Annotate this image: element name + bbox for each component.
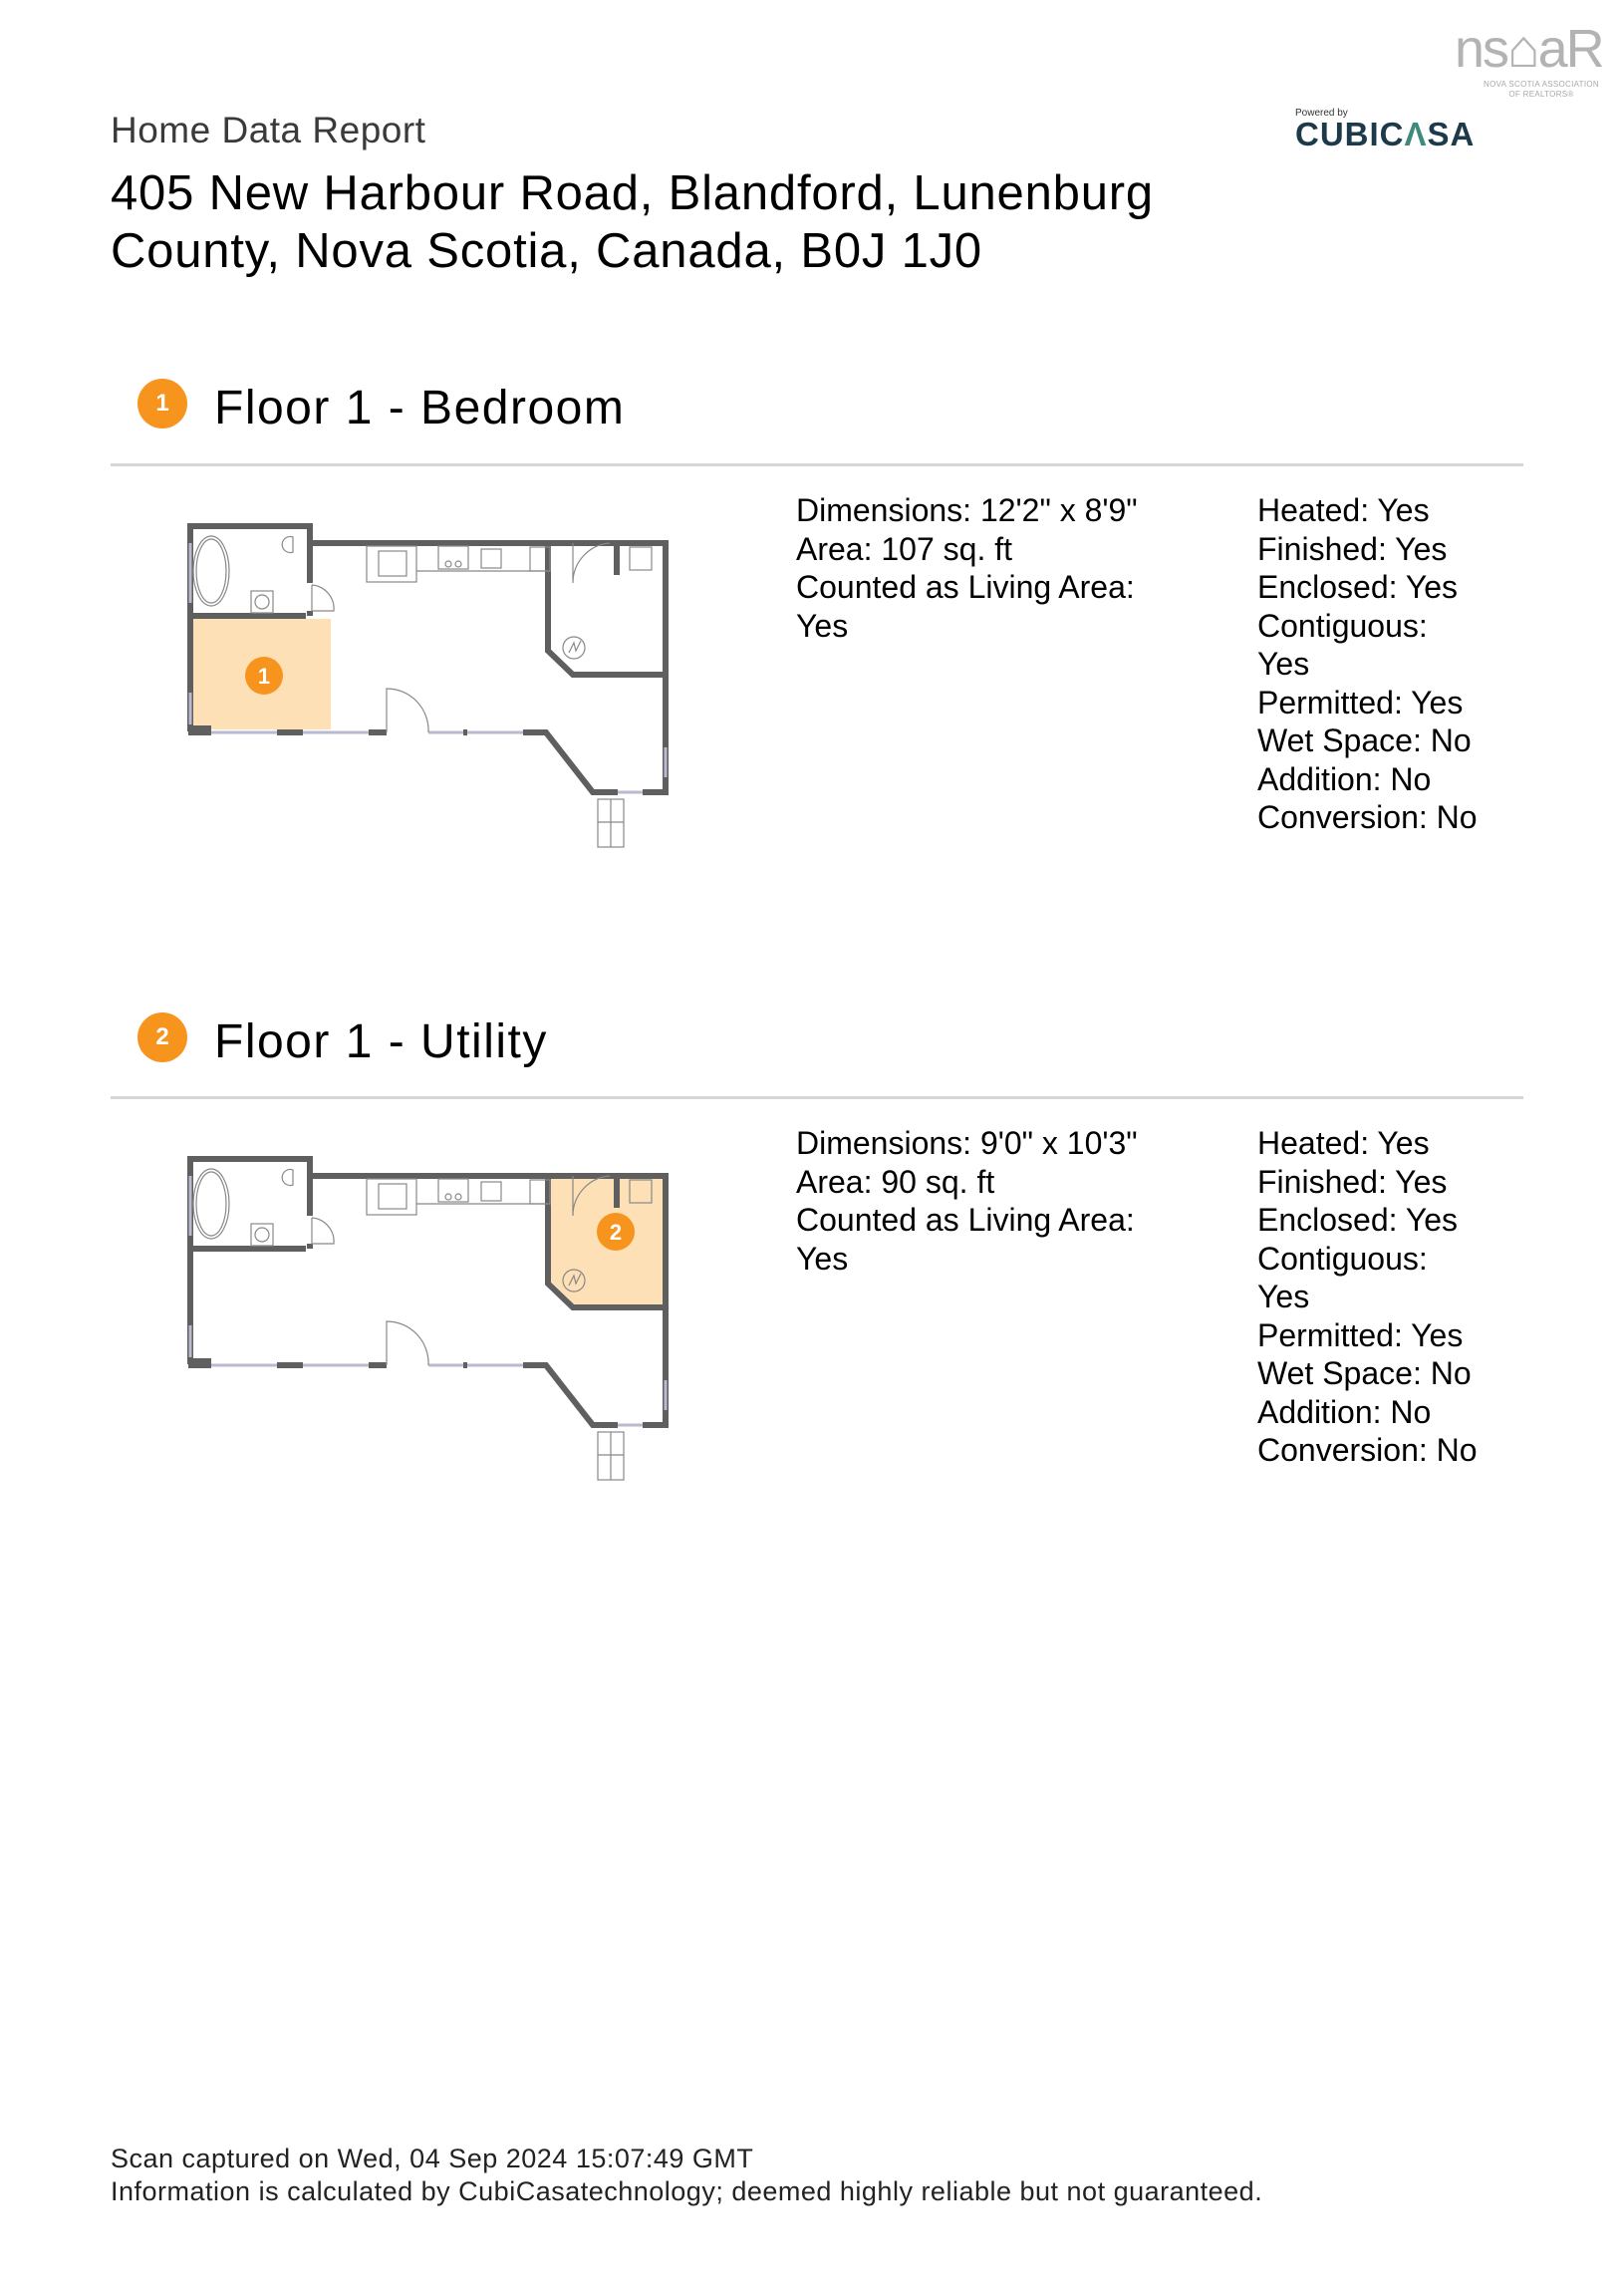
area: Area: 90 sq. ft: [796, 1163, 995, 1200]
enclosed: Enclosed: Yes: [1257, 1202, 1459, 1238]
contiguous-label: Contiguous:: [1257, 1240, 1428, 1277]
room-title: Floor 1 - Bedroom: [214, 382, 626, 434]
section-divider: [111, 1096, 1523, 1099]
cubicasa-logo: [1295, 108, 1475, 150]
conversion: Conversion: No: [1257, 1432, 1478, 1468]
cubicasa-wordmark: [1295, 116, 1476, 152]
contiguous-label: Contiguous:: [1257, 607, 1428, 644]
cubicasa-roof-icon: Λ: [1404, 116, 1428, 152]
dimensions: Dimensions: 9'0" x 10'3": [796, 1125, 1138, 1161]
addition: Addition: No: [1257, 1393, 1432, 1430]
heated: Heated: Yes: [1257, 492, 1430, 528]
permitted: Permitted: Yes: [1257, 684, 1464, 720]
address-line-2: County, Nova Scotia, Canada, B0J 1J0: [111, 224, 982, 278]
enclosed: Enclosed: Yes: [1257, 569, 1459, 605]
nsar-logo-subtitle: [1467, 80, 1616, 100]
conversion: Conversion: No: [1257, 799, 1478, 835]
nsar-logo-mark: ns⌂aR: [1455, 19, 1603, 79]
room-info: [796, 1124, 1138, 1278]
addition: Addition: No: [1257, 760, 1432, 797]
address-line-1: 405 New Harbour Road, Blandford, Lunenburg: [111, 166, 1154, 220]
room-number-badge: 1: [137, 379, 187, 429]
section-divider: [111, 463, 1523, 466]
room-flags: [1257, 1124, 1478, 1470]
finished: Finished: Yes: [1257, 1163, 1448, 1200]
nsar-subtitle-line-1: NOVA SCOTIA ASSOCIATION: [1484, 80, 1599, 89]
disclaimer: Information is calculated by CubiCasatechnology; deemed highly reliable but not guaranteed.: [111, 2176, 1263, 2206]
cubicasa-wordmark-pre: CUBIC: [1295, 116, 1405, 152]
svg-text:2: 2: [609, 1220, 623, 1245]
wet-space: Wet Space: No: [1257, 722, 1472, 758]
permitted: Permitted: Yes: [1257, 1316, 1464, 1353]
contiguous-value: Yes: [1257, 646, 1310, 682]
heated: Heated: Yes: [1257, 1125, 1430, 1161]
svg-text:1: 1: [257, 664, 271, 689]
cubicasa-wordmark-post: SA: [1427, 116, 1476, 152]
wet-space: Wet Space: No: [1257, 1355, 1472, 1391]
powered-by-label: Powered by: [1295, 108, 1348, 119]
nsar-logo: [1455, 19, 1623, 102]
room-number-badge: 2: [137, 1012, 187, 1062]
living-area-value: Yes: [796, 1240, 849, 1277]
contiguous-value: Yes: [1257, 1279, 1310, 1314]
floor-plan-utility: [169, 1136, 727, 1495]
room-info: [796, 491, 1138, 645]
living-area-label: Counted as Living Area:: [796, 569, 1135, 605]
scan-captured-timestamp: Scan captured on Wed, 04 Sep 2024 15:07:49 GMT: [111, 2144, 754, 2173]
area: Area: 107 sq. ft: [796, 530, 1013, 567]
footer: [111, 2143, 1262, 2208]
room-flags: [1257, 491, 1478, 837]
property-address: [111, 164, 1306, 280]
report-label: Home Data Report: [111, 110, 426, 150]
room-title: Floor 1 - Utility: [214, 1015, 548, 1068]
living-area-label: Counted as Living Area:: [796, 1202, 1135, 1238]
dimensions: Dimensions: 12'2" x 8'9": [796, 492, 1138, 528]
finished: Finished: Yes: [1257, 530, 1448, 567]
floor-plan-bedroom: [169, 503, 727, 862]
nsar-subtitle-line-2: OF REALTORS®: [1508, 90, 1574, 99]
living-area-value: Yes: [796, 607, 849, 644]
